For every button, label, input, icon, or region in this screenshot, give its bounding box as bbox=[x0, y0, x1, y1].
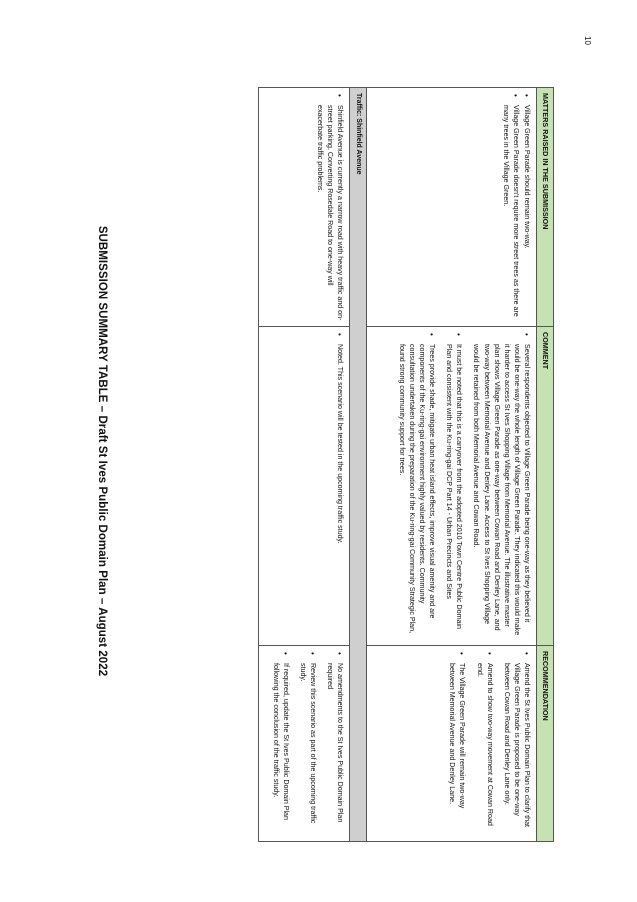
matters-cell bbox=[366, 88, 536, 327]
section-title: Traffic: Shinfield Avenue bbox=[349, 88, 366, 842]
list-item: • Shinfield Avenue is currently a narrow road with heavy traffic and on-street parking. Converting Rosedale Road to one-way will exacerbate traffic problems. bbox=[315, 105, 345, 321]
list-item: • Review this scenario as part of the upcoming traffic study. bbox=[298, 663, 318, 836]
list-item: • Trees provide shade, mitigate urban heat island effects, improve visual amenity and are components of the Ku-ring-gai environment highly valued by residents. Community consultation undertaken during the preparation of the Ku-ring-gai Community Strategic Plan, found strong community support for trees. bbox=[397, 344, 437, 640]
table-row bbox=[259, 88, 349, 842]
document-title: SUBMISSION SUMMARY TABLE – Draft St Ives Public Domain Plan – August 2022 bbox=[96, 225, 108, 677]
list-item: • Amend to show two-way movement at Cowan Road end. bbox=[474, 663, 494, 836]
list-item: • Village Green Parade should remain two-way. bbox=[522, 105, 532, 321]
header-matters: MATTERS RAISED IN THE SUBMISSION bbox=[536, 88, 553, 327]
list-item: • Amend the St Ives Public Domain Plan to clarify that Village Green Parade is proposed to be one-way between Cowan Road and Denley Lane only. bbox=[502, 663, 532, 836]
recommendation-cell bbox=[366, 646, 536, 842]
recommendation-cell bbox=[259, 646, 349, 842]
list-item: • The Village Green Parade will remain two-way between Memorial Avenue and Denley Lane. bbox=[447, 663, 467, 836]
header-comment: COMMENT bbox=[536, 327, 553, 646]
page-number: 10 bbox=[583, 36, 592, 45]
table-header-row bbox=[536, 88, 553, 842]
list-item: • Village Green Parade doesn't require more street trees as there are many trees in the Village Green. bbox=[501, 105, 521, 321]
section-row bbox=[349, 88, 366, 842]
list-item: • Several respondents objected to Village Green Parade being one-way as they believed it would be one-way the whole length of Village Green Parade. They indicated this would make it harder to access St Ives Shopping Village from Memorial Avenue. The illustrative master plan shows Village Green Parade as one-way between Cowan Road and Denley Lane, and two-way between Memorial Avenue and Denley Lane. Access to St Ives Shopping Village would be retained from both Memorial Avenue and Cowan Road. bbox=[471, 344, 531, 640]
list-item: • If required, update the St Ives Public Domain Plan following the conclusion of the traffic study. bbox=[270, 663, 290, 836]
header-recommendation: RECOMMENDATION bbox=[536, 646, 553, 842]
matters-cell bbox=[259, 88, 349, 327]
list-item: • It must be noted that this is a carryover from the adopted 2010 Town Centre Public Domain Plan and consistent with the Ku-ring-gai DCP Part 14 - Urban Precincts and Sites bbox=[444, 344, 464, 640]
list-item: • Noted. This scenario will be tested in the upcoming traffic study. bbox=[335, 344, 345, 640]
comment-cell bbox=[366, 327, 536, 646]
submission-summary-table bbox=[258, 87, 554, 842]
comment-cell bbox=[259, 327, 349, 646]
list-item: • No amendments to the St Ives Public Domain Plan required bbox=[325, 663, 345, 836]
table-row bbox=[366, 88, 536, 842]
